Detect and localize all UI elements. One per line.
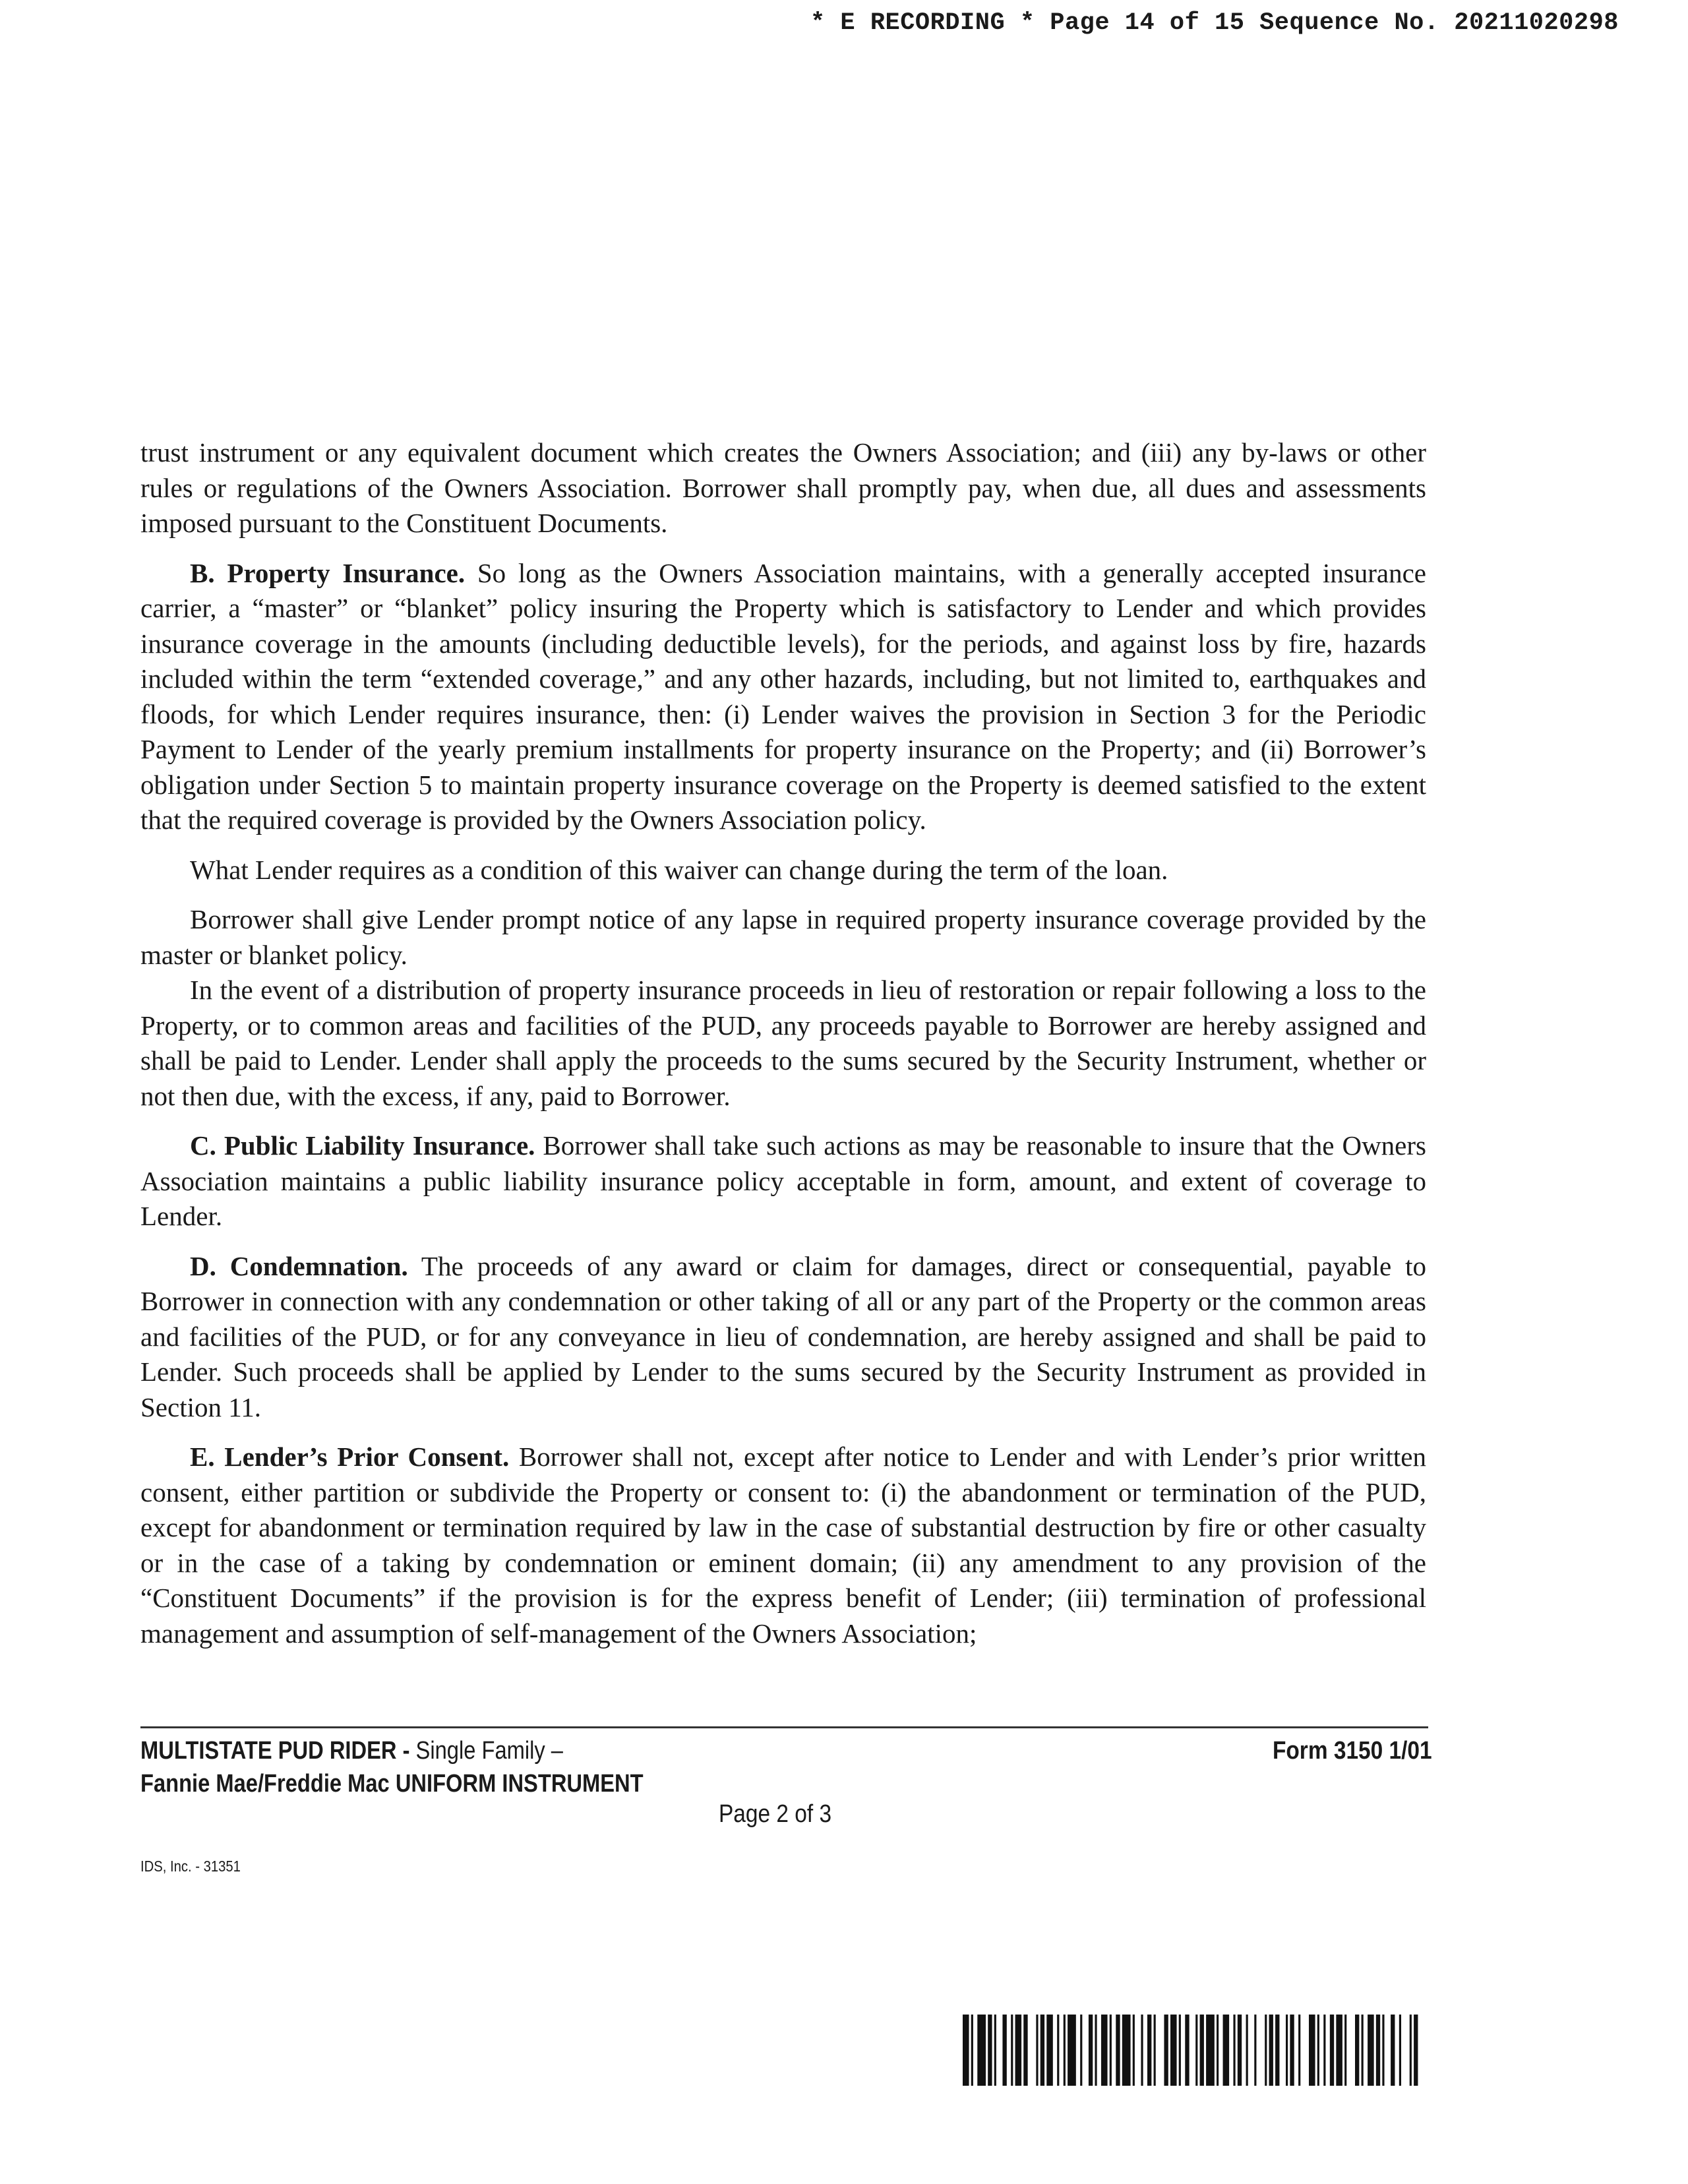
barcode-bar xyxy=(1344,2015,1346,2086)
barcode-bar xyxy=(1200,2015,1204,2086)
barcode-bar xyxy=(1254,2015,1256,2086)
barcode-bar xyxy=(1382,2015,1384,2086)
barcode-bar xyxy=(1290,2015,1294,2086)
barcode-bar xyxy=(1355,2015,1359,2086)
barcode-bar xyxy=(1011,2015,1013,2086)
barcode-bar xyxy=(1023,2015,1027,2086)
distribution-paragraph: In the event of a distribution of property insurance proceeds in lieu of restoration or repair following a loss to the Property, or to common areas and facilities of the PUD, any proceeds payable to Borrower are hereby assigned and shall be paid to Lender. Lender shall apply the proceeds to the sums secured by the Security Instrument, whether or not then due, with the excess, if any, paid to Borrower. xyxy=(140,975,1426,1111)
barcode-bar xyxy=(1002,2015,1006,2086)
barcode-bar xyxy=(1068,2015,1076,2086)
barcode-bar xyxy=(988,2015,992,2086)
footer-form-title xyxy=(140,1734,644,1800)
footer-divider xyxy=(140,1726,1428,1728)
footer-page-number: Page 2 of 3 xyxy=(719,1800,832,1828)
footer-form-title-line xyxy=(140,1734,644,1767)
barcode-bar xyxy=(1101,2015,1108,2086)
barcode-bar xyxy=(1015,2015,1022,2086)
barcode-bar xyxy=(1036,2015,1038,2086)
section-b-text: So long as the Owners Association maintains, with a generally accepted insurance carrier, a “master” or “blanket” policy insuring the Property which is satisfactory to Lender and which provides insurance coverage in the amounts (including deductible levels), for the periods, and against loss by fire, hazards included within the term “extended coverage,” and any other hazards, including, but not limited to, earthquakes and floods, for which Lender requires insurance, then: (i) Lender waives the provision in Section 3 for the Periodic Payment to Lender of the yearly premium installments for property insurance on the Property; and (ii) Borrower’s obligation under Section 5 to maintain property insurance coverage on the Property is deemed satisfied to the extent that the required coverage is provided by the Owners Association policy. xyxy=(140,557,1426,835)
barcode-bar xyxy=(1414,2015,1418,2086)
barcode-bar xyxy=(1317,2015,1319,2086)
barcode-bar xyxy=(994,2015,996,2086)
recording-header: * E RECORDING * Page 14 of 15 Sequence No. 20211020298 xyxy=(810,9,1619,37)
barcode-icon xyxy=(963,2015,1424,2086)
barcode-bar xyxy=(1195,2015,1197,2086)
barcode-bar xyxy=(1040,2015,1044,2086)
barcode-bar xyxy=(963,2015,969,2086)
barcode-bar xyxy=(1246,2015,1248,2086)
section-b-paragraph xyxy=(140,556,1426,838)
footer-vendor-code: IDS, Inc. - 31351 xyxy=(140,1858,241,1875)
barcode-image xyxy=(963,2015,1424,2086)
barcode-bar xyxy=(1330,2015,1334,2086)
barcode-bar xyxy=(1410,2015,1412,2086)
section-b-title: B. Property Insurance. xyxy=(190,557,466,588)
barcode-bar xyxy=(1206,2015,1215,2086)
section-e-paragraph xyxy=(140,1440,1426,1651)
section-c-text: Borrower shall take such actions as may be reasonable to insure that the Owners Association maintains a public liability insurance policy acceptable in form, amount, and extent of coverage to Lender. xyxy=(140,1130,1426,1231)
barcode-bar xyxy=(1233,2015,1235,2086)
section-d-text: The proceeds of any award or claim for damages, direct or consequential, payable to Borrower in connection with any condemnation or other taking of all or any part of the Property or the common areas and facilities of the PUD, or for any conveyance in lieu of condemnation, are hereby assigned and shall be paid to Lender. Such proceeds shall be applied by Lender to the sums secured by the Security Instrument as provided in Section 11. xyxy=(140,1250,1427,1422)
barcode-bar xyxy=(1275,2015,1279,2086)
barcode-bar xyxy=(1095,2015,1097,2086)
barcode-bar xyxy=(1179,2015,1181,2086)
barcode-bar xyxy=(1064,2015,1066,2086)
barcode-bar xyxy=(1141,2015,1143,2086)
barcode-bar xyxy=(1323,2015,1325,2086)
barcode-bar xyxy=(1391,2015,1395,2086)
waiver-paragraph: What Lender requires as a condition of this waiver can change during the term of the loan. xyxy=(190,854,1168,885)
barcode-bar xyxy=(1133,2015,1135,2086)
barcode-bar xyxy=(1336,2015,1342,2086)
barcode-bar xyxy=(1080,2015,1082,2086)
barcode-bar xyxy=(1238,2015,1242,2086)
barcode-bar xyxy=(1185,2015,1189,2086)
barcode-bar xyxy=(1057,2015,1059,2086)
footer-form-subtitle-text: Fannie Mae/Freddie Mac UNIFORM INSTRUMENT xyxy=(140,1770,644,1798)
barcode-bar xyxy=(1164,2015,1168,2086)
section-d-title: D. Condemnation. xyxy=(190,1250,408,1281)
section-e-text: Borrower shall not, except after notice to Lender and with Lender’s prior written consent, either partition or subdivide the Property or consent to: (i) the abandonment or termination of the PUD, except for abandonment or termination required by law in the case of substantial destruction by fire or other casualty or in the case of a taking by condemnation or eminent domain; (ii) any amendment to any provision of the “Constituent Documents” if the provision is for the express benefit of Lender; (iii) termination of professional management and assumption of self-management of the Owners Association; xyxy=(140,1441,1426,1649)
barcode-bar xyxy=(1269,2015,1273,2086)
barcode-bar xyxy=(1286,2015,1288,2086)
continuation-paragraph: trust instrument or any equivalent document which creates the Owners Association; and (iii) any by-laws or other rules or regulations of the Owners Association. Borrower shall promptly pay, when due, all dues and assessments imposed pursuant to the Constituent Documents. xyxy=(140,437,1426,538)
barcode-bar xyxy=(1265,2015,1267,2086)
footer-form-subtitle xyxy=(140,1767,644,1800)
notice-paragraph: Borrower shall give Lender prompt notice of any lapse in required property insurance coverage provided by the master or blanket policy. xyxy=(140,904,1426,970)
footer-form-title-rest: Single Family – xyxy=(409,1737,563,1765)
footer-form-number: Form 3150 1/01 xyxy=(1273,1737,1432,1765)
barcode-bar xyxy=(1217,2015,1219,2086)
barcode-bar xyxy=(1309,2015,1315,2086)
barcode-bar xyxy=(1147,2015,1151,2086)
barcode-bar xyxy=(1122,2015,1131,2086)
barcode-bar xyxy=(1298,2015,1300,2086)
section-d-paragraph xyxy=(140,1249,1426,1426)
barcode-bar xyxy=(1368,2015,1374,2086)
barcode-bar xyxy=(1116,2015,1120,2086)
barcode-bar xyxy=(1154,2015,1156,2086)
barcode-bar xyxy=(1223,2015,1230,2086)
footer-form-title-bold: MULTISTATE PUD RIDER - xyxy=(140,1737,410,1765)
barcode-bar xyxy=(971,2015,973,2086)
document-body xyxy=(140,435,1426,1666)
section-e-title: E. Lender’s Prior Consent. xyxy=(190,1441,510,1472)
barcode-bar xyxy=(1362,2015,1364,2086)
section-c-paragraph xyxy=(140,1128,1426,1234)
barcode-bar xyxy=(1110,2015,1112,2086)
barcode-bar xyxy=(1046,2015,1053,2086)
barcode-bar xyxy=(977,2015,986,2086)
section-c-title: C. Public Liability Insurance. xyxy=(190,1130,535,1161)
barcode-bar xyxy=(1399,2015,1401,2086)
barcode-bar xyxy=(1170,2015,1177,2086)
barcode-bar xyxy=(1376,2015,1380,2086)
barcode-bar xyxy=(1089,2015,1093,2086)
